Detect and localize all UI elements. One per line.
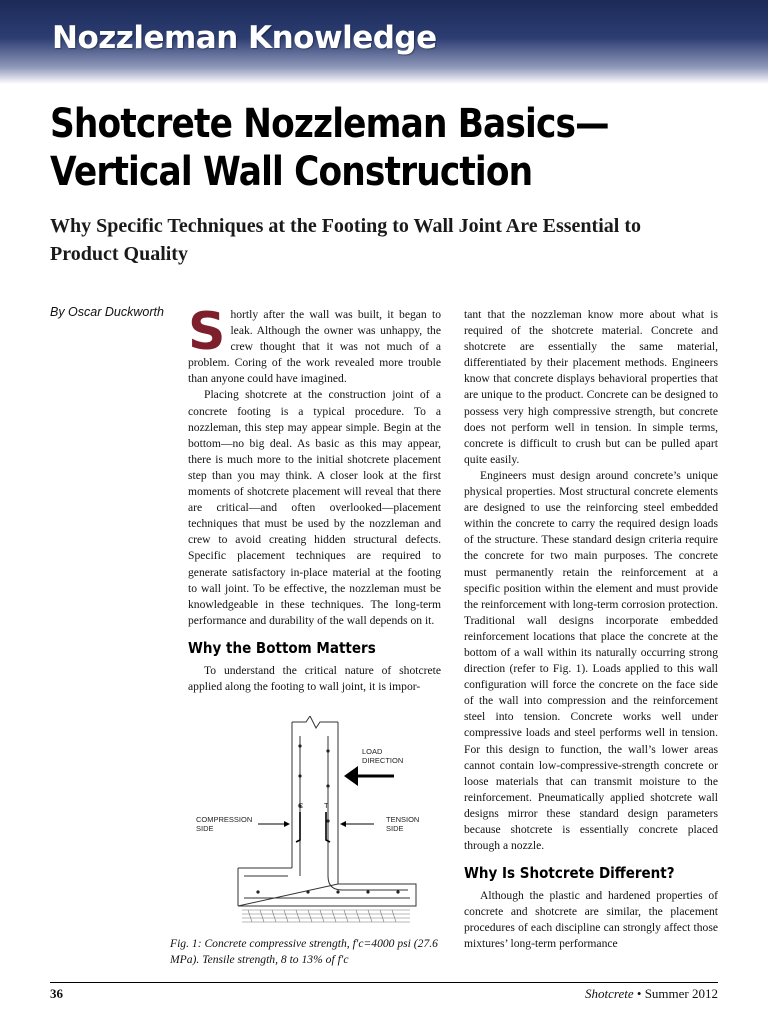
issue-separator: • xyxy=(633,986,645,1001)
compression-label: COMPRESSION xyxy=(196,815,253,824)
footer-rule xyxy=(50,982,718,983)
issue-date: Summer 2012 xyxy=(644,986,718,1001)
caption-fc2: f′c xyxy=(337,953,349,966)
section-banner xyxy=(0,0,768,84)
figure-caption xyxy=(170,936,442,968)
tension-side-label: SIDE xyxy=(386,824,404,833)
compression-side-label: SIDE xyxy=(196,824,214,833)
article-column-1 xyxy=(188,302,441,695)
section-heading-shotcrete-different: Why Is Shotcrete Different? xyxy=(464,864,675,883)
wall-break-line xyxy=(292,716,338,728)
wall-footing-diagram xyxy=(188,716,442,938)
section-title: Nozzleman Knowledge xyxy=(52,20,437,56)
compression-marker xyxy=(296,812,300,842)
caption-fc: f′c xyxy=(352,937,364,950)
paragraph-1 xyxy=(188,302,441,387)
c-label: C xyxy=(298,801,304,810)
caption-part2: =4000 psi (27.6 MPa). Tensile strength, 8 to 13% of xyxy=(170,937,438,966)
load-label: LOAD xyxy=(362,747,383,756)
paragraph-3-part2: tant that the nozzleman know more about what is required of the shotcrete material. Concrete and shotcrete are essentially the same material, differentiated by their placement methods. Engineers know that concrete displays behavioral properties that are unique to the product. Concrete can be designed to possess very high compressive strength, but concrete does not perform well in tension. In simple terms, concrete is difficult to crush but can be pulled apart quite easily. xyxy=(464,308,718,466)
article-subtitle: Why Specific Techniques at the Footing to Wall Joint Are Essential to Product Quality xyxy=(50,215,641,265)
magazine-name: Shotcrete xyxy=(585,986,634,1001)
direction-label: DIRECTION xyxy=(362,756,404,765)
t-label: T xyxy=(324,801,329,810)
drop-cap: S xyxy=(188,302,226,362)
paragraph-4: Engineers must design around concrete’s unique physical properties. Most structural concrete elements are designed to use the reinforcing steel embedded within the concrete to carry the required design loads of the structure. These standard design criteria require the concrete for two main purposes. The concrete must permanently retain the reinforcement at a specific position within the element and must provide the reinforcement with long-term corrosion protection. Traditional wall designs incorporate embedded reinforcement locations that place the concrete at the bottom of a wall within its naturally occurring strong direction (refer to Fig. 1). Loads applied to this wall configuration will force the concrete on the face side of the wall into compression and the reinforcement steel into tension. Concrete works well under compressive loads and steel performs well in tension. For this design to function, the wall’s lower areas cannot contain low-compressive-strength concrete or loose materials that can transmit moisture to the reinforcement. Pneumatically applied shotcrete wall designs mirror these standard design parameters because shotcrete is essentially concrete placed through a nozzle. xyxy=(464,468,718,853)
article-title xyxy=(50,100,635,196)
article-column-2 xyxy=(464,307,718,953)
paragraph-1-text: hortly after the wall was built, it began to leak. Although the owner was unhappy, the crew thought that it was not much of a problem. Coring of the work revealed more trouble than anyone could have imagined. xyxy=(188,308,441,386)
tension-label: TENSION xyxy=(386,815,420,824)
rebar-hook xyxy=(328,876,408,890)
paragraph-2: Placing shotcrete at the construction joint of a concrete footing is a typical procedure. To a nozzleman, this step may appear simple. Begin at the bottom—no big deal. As basic as this may appear, there is much more to the initial shotcrete placement step than you may think. A closer look at the first moments of shotcrete placement will reveal that there are critical—and often overlooked—placement techniques that must be used by the nozzleman and crew to avoid creating hidden structural defects. Specific placement techniques are required to generate satisfactory in-place material at the footing to wall joint. To be effective, the nozzleman must be knowledgeable in these techniques. The long-term performance and durability of the wall depends on it. xyxy=(188,388,441,627)
page-number: 36 xyxy=(50,986,63,1001)
section-heading-bottom-matters: Why the Bottom Matters xyxy=(188,638,376,657)
caption-part1: Fig. 1: Concrete compressive strength, xyxy=(170,937,353,950)
article-title-line1: Shotcrete Nozzleman Basics— xyxy=(50,101,609,147)
footing-outline xyxy=(238,868,416,906)
byline: By Oscar Duckworth xyxy=(50,305,164,319)
paragraph-5: Although the plastic and hardened properties of concrete and shotcrete are similar, the placement procedures of each discipline can strongly affect those mixtures’ long-term performance xyxy=(464,889,718,951)
issue-info xyxy=(585,986,718,1002)
paragraph-3-part1: To understand the critical nature of shotcrete applied along the footing to wall joint, it is impor- xyxy=(188,663,441,693)
article-title-line2: Vertical Wall Construction xyxy=(50,149,533,195)
load-arrow-head xyxy=(344,766,358,786)
